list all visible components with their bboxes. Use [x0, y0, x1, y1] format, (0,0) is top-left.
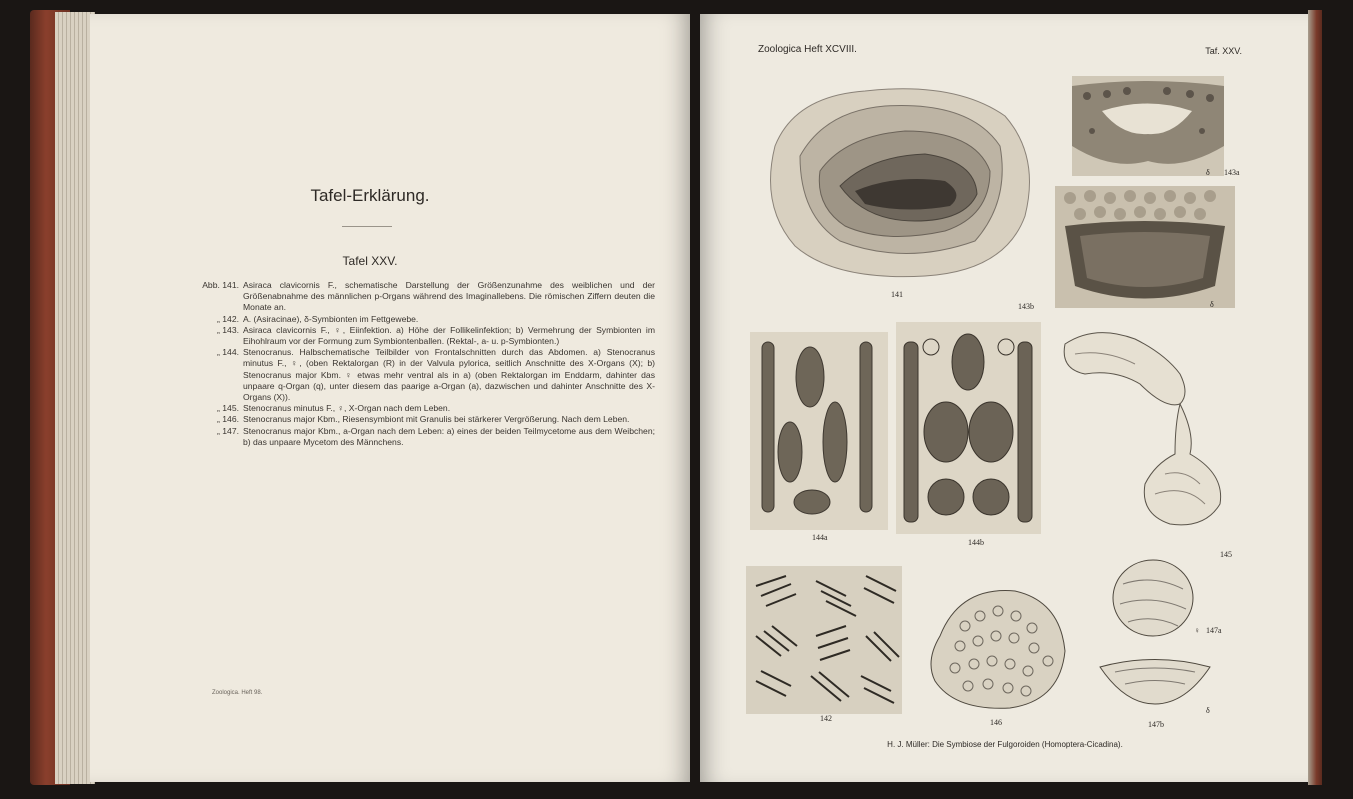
x-organ-drawing — [1055, 324, 1235, 539]
legend-number: „ 146. — [217, 414, 239, 425]
figure-label: 146 — [990, 718, 1002, 727]
figure-145 — [1055, 324, 1235, 539]
legend-number: Abb. 141. — [202, 280, 239, 290]
legend-number: „ 144. — [217, 347, 239, 358]
legend-text: Stenocranus major Kbm., a-Organ nach dem Leben: a) eines der beiden Teilmycetome aus dem Weibchen; b) das unpaare Mycetom des Männchens. — [243, 425, 655, 447]
figure-legend-list — [185, 280, 655, 448]
figure-label: 144b — [968, 538, 984, 547]
page-footer: Zoologica. Heft 98. — [212, 690, 263, 696]
plate-caption: H. J. Müller: Die Symbiose der Fulgoroiden (Homoptera-Cicadina). — [887, 740, 1123, 749]
figure-147b — [1095, 652, 1215, 708]
micrograph-142 — [746, 566, 902, 714]
growth-diagram-image — [755, 76, 1035, 286]
figure-141 — [755, 76, 1035, 299]
page-edges — [55, 12, 95, 784]
figure-143b — [1055, 186, 1235, 308]
symbiont-drawing — [920, 576, 1070, 716]
plate-heading: Tafel XXV. — [342, 254, 398, 268]
figure-142 — [746, 566, 902, 714]
figure-146 — [920, 576, 1070, 716]
figure-label: 142 — [820, 714, 832, 723]
figure-label: 143a — [1224, 168, 1240, 177]
micrograph-144b — [896, 322, 1041, 534]
figure-label: δ — [1210, 300, 1214, 309]
figure-label: ♀ — [1194, 626, 1200, 635]
legend-number: „ 143. — [217, 324, 239, 335]
figure-143a — [1072, 76, 1224, 176]
legend-number: „ 145. — [217, 403, 239, 414]
right-page — [700, 14, 1310, 782]
page-title: Tafel-Erklärung. — [310, 186, 430, 205]
figure-label: 147b — [1148, 720, 1164, 729]
legend-text: Stenocranus minutus F., ♀, X-Organ nach dem Leben. — [243, 403, 451, 414]
micrograph-143b — [1055, 186, 1235, 308]
figure-label: 147a — [1206, 626, 1222, 635]
figure-144a — [750, 332, 888, 530]
plate-number: Taf. XXV. — [1205, 46, 1242, 56]
legend-entry — [185, 314, 655, 325]
legend-entry — [185, 347, 655, 403]
figure-label: δ — [1206, 706, 1210, 715]
legend-number: „ 142. — [217, 313, 239, 324]
legend-entry — [185, 414, 655, 425]
legend-entry — [185, 403, 655, 414]
back-cover-edge — [1308, 10, 1322, 785]
figure-label: δ — [1206, 168, 1210, 177]
legend-text: Stenocranus. Halbschematische Teilbilder von Frontalschnitten durch das Abdomen. a) Stenocranus minutus F., ♀, (oben Rektalorgan (R) in der Valvula pylorica, seitlich Anschnitte des X-Organs (X); b) Stenocranus major Kbm. ♀ etwas mehr ventral als in a) (oben Rektalorgan im Enddarm, dahinter das unpaare q-Organ (q), unter diesem das paarige a-Organ (a), dazwischen und dahinter Anschnitte des X-Organs (X)). — [243, 347, 655, 403]
legend-text: A. (Asiracinae), δ-Symbionten im Fettgewebe. — [243, 313, 419, 324]
figure-label: 141 — [891, 290, 903, 299]
mycetome-female-drawing — [1108, 554, 1198, 642]
figure-label: 143b — [1018, 302, 1034, 311]
legend-text: Stenocranus major Kbm., Riesensymbiont mit Granulis bei stärkerer Vergrößerung. Nach dem Leben. — [243, 414, 630, 425]
figure-144b — [896, 322, 1041, 534]
legend-entry — [185, 325, 655, 347]
figure-147a — [1108, 554, 1198, 642]
running-header: Zoologica Heft XCVIII. — [758, 44, 857, 55]
micrograph-144a — [750, 332, 888, 530]
legend-number: „ 147. — [217, 425, 239, 436]
title-divider — [342, 226, 392, 227]
mycetome-male-drawing — [1095, 652, 1215, 708]
legend-entry — [185, 280, 655, 314]
micrograph-143a — [1072, 76, 1224, 176]
legend-text: Asiraca clavicornis F., schematische Darstellung der Größenzunahme des weiblichen und der Größenabnahme des männlichen p-Organs während des Imaginallebens. Die römischen Ziffern deuten die Monate an. — [243, 280, 655, 313]
figure-label: 144a — [812, 533, 828, 542]
legend-text: Asiraca clavicornis F., ♀, Eiinfektion. a) Höhe der Follikelinfektion; b) Vermehrung der Symbionten im Eihohlraum vor der Formung zum Symbiontenballen. (Rektal-, a- u. p-Symbionten.) — [243, 324, 655, 347]
figure-label: 145 — [1220, 550, 1232, 559]
legend-entry — [185, 426, 655, 448]
left-page — [90, 14, 690, 782]
